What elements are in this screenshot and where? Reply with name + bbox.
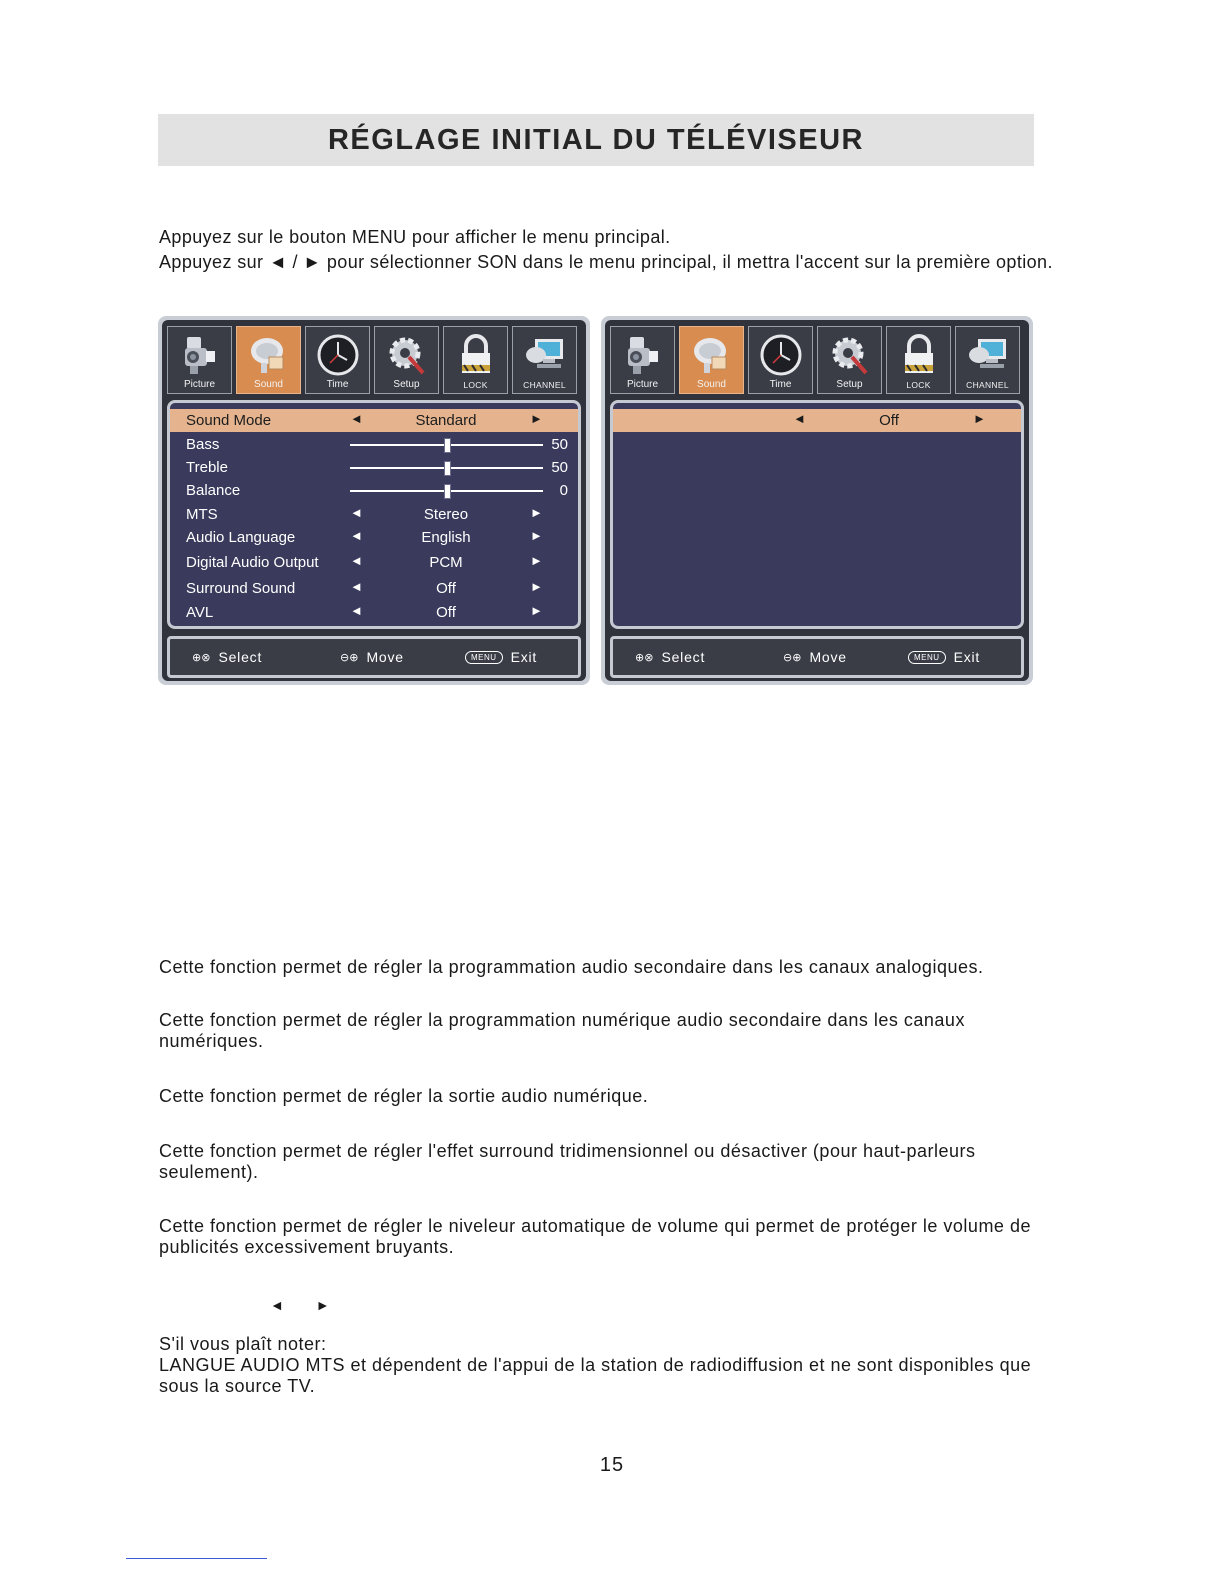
menu-row-audio-language[interactable] <box>170 526 578 549</box>
left-right-icon: ⊖⊕ <box>340 651 359 664</box>
row-value: 0 <box>559 482 568 499</box>
tab-picture[interactable] <box>167 326 232 394</box>
arrow-right-icon[interactable]: ► <box>530 528 543 543</box>
tab-label: LOCK <box>906 380 931 390</box>
up-down-icon: ⊕⊗ <box>635 651 654 664</box>
tab-setup[interactable] <box>374 326 439 394</box>
tab-sound[interactable] <box>679 326 744 394</box>
tab-setup[interactable] <box>817 326 882 394</box>
arrow-right-icon[interactable]: ► <box>530 553 543 568</box>
intro-line-2: Appuyez sur ◄ / ► pour sélectionner SON dans le menu principal, il mettra l'accent sur la première option. <box>159 252 1053 272</box>
page-number: 15 <box>599 1454 625 1476</box>
menu-tabs <box>167 326 577 394</box>
footer-move <box>340 649 404 665</box>
sound-submenu-list <box>610 400 1024 629</box>
description-mts: Cette fonction permet de régler la programmation audio secondaire dans les canaux analogiques. <box>159 957 984 977</box>
arrow-left-icon[interactable]: ◄ <box>350 579 363 594</box>
arrow-left-icon[interactable]: ◄ <box>350 528 363 543</box>
menu-key-icon: MENU <box>908 651 946 664</box>
row-value: Standard <box>415 412 477 429</box>
menu-row-avl[interactable] <box>170 601 578 624</box>
tab-label: Setup <box>393 379 420 390</box>
page-title: RÉGLAGE INITIAL DU TÉLÉVISEUR <box>327 123 864 156</box>
arrow-left-icon[interactable]: ◄ <box>350 505 363 520</box>
row-label: Surround Sound <box>186 580 296 597</box>
lock-icon <box>454 333 498 377</box>
row-value: PCM <box>429 554 463 571</box>
footnote-rule <box>126 1558 267 1559</box>
row-value: 50 <box>551 459 568 476</box>
tab-time[interactable] <box>748 326 813 394</box>
camera-icon <box>621 333 665 377</box>
tab-label: Time <box>769 379 792 390</box>
footer-select-label: Select <box>661 649 706 665</box>
tab-label: Setup <box>836 379 863 390</box>
row-value: Off <box>436 580 456 597</box>
row-value: Off <box>436 604 456 621</box>
tv-frame <box>605 320 1029 681</box>
menu-footer <box>610 636 1024 678</box>
title-bar <box>158 114 1034 166</box>
arrow-right-icon[interactable]: ► <box>530 579 543 594</box>
arrow-left-icon[interactable]: ◄ <box>350 411 363 426</box>
footer-exit-label: Exit <box>953 649 981 665</box>
tab-label: LOCK <box>463 380 488 390</box>
gear-icon <box>828 333 872 377</box>
arrow-left-icon[interactable]: ◄ <box>350 603 363 618</box>
tab-label: Sound <box>254 379 283 390</box>
arrow-right-icon[interactable]: ► <box>973 411 986 426</box>
menu-tabs <box>610 326 1020 394</box>
menu-footer <box>167 636 581 678</box>
row-value: Off <box>879 412 899 429</box>
treble-slider-thumb[interactable] <box>444 461 451 476</box>
tab-picture[interactable] <box>610 326 675 394</box>
menu-row-surround-sound[interactable] <box>170 577 578 600</box>
description-audio-language: Cette fonction permet de régler la programmation numérique audio secondaire dans les canaux numériques. <box>159 1010 965 1051</box>
balance-slider-thumb[interactable] <box>444 484 451 499</box>
row-label: MTS <box>186 506 218 523</box>
left-right-icon: ⊖⊕ <box>783 651 802 664</box>
footer-select-label: Select <box>218 649 263 665</box>
arrow-right-icon[interactable]: ► <box>530 505 543 520</box>
row-label: Sound Mode <box>186 412 272 429</box>
menu-row-digital-audio-output[interactable] <box>170 551 578 574</box>
arrow-right-icon[interactable]: ► <box>530 603 543 618</box>
tab-label: Picture <box>626 379 659 390</box>
row-label: Balance <box>186 482 241 499</box>
footer-move <box>783 649 847 665</box>
gear-icon <box>385 333 429 377</box>
footer-exit <box>908 649 980 665</box>
footer-move-label: Move <box>809 649 847 665</box>
footer-exit <box>465 649 537 665</box>
tv-menu-screen-right <box>601 316 1033 685</box>
intro <box>159 227 1059 277</box>
menu-row-selected-option[interactable] <box>613 409 1021 432</box>
tab-sound[interactable] <box>236 326 301 394</box>
row-label: AVL <box>186 604 214 621</box>
menu-row-sound-mode[interactable] <box>170 409 578 432</box>
note <box>159 1334 1059 1397</box>
menu-key-icon: MENU <box>465 651 503 664</box>
camera-icon <box>178 333 222 377</box>
up-down-icon: ⊕⊗ <box>192 651 211 664</box>
tab-lock[interactable] <box>886 326 951 394</box>
note-heading: S'il vous plaît noter: <box>159 1334 327 1354</box>
description-avl: Cette fonction permet de régler le niveleur automatique de volume qui permet de protéger le volume de publicités excessivement bruyants. <box>159 1216 1031 1257</box>
clock-icon <box>316 333 360 377</box>
sound-menu-list <box>167 400 581 629</box>
footer-move-label: Move <box>366 649 404 665</box>
intro-line-1: Appuyez sur le bouton MENU pour afficher le menu principal. <box>159 227 671 247</box>
tab-lock[interactable] <box>443 326 508 394</box>
footer-select <box>635 649 705 665</box>
row-label: Treble <box>186 459 228 476</box>
tab-channel[interactable] <box>512 326 577 394</box>
menu-row-mts[interactable] <box>170 503 578 526</box>
clock-icon <box>759 333 803 377</box>
monitor-icon <box>523 333 567 377</box>
description-surround-sound: Cette fonction permet de régler l'effet surround tridimensionnel ou désactiver (pour haut-parleurs seulement). <box>159 1141 976 1182</box>
monitor-icon <box>966 333 1010 377</box>
satellite-dish-icon <box>247 333 291 377</box>
tv-frame <box>162 320 586 681</box>
description-digital-audio-output: Cette fonction permet de régler la sortie audio numérique. <box>159 1086 649 1106</box>
tab-label: CHANNEL <box>966 380 1009 390</box>
tab-label: CHANNEL <box>523 380 566 390</box>
footer-select <box>192 649 262 665</box>
row-label: Audio Language <box>186 529 296 546</box>
tv-menu-screen-left <box>158 316 590 685</box>
arrow-left-icon[interactable]: ◄ <box>793 411 806 426</box>
row-value: Stereo <box>423 506 469 523</box>
tab-label: Sound <box>697 379 726 390</box>
menu-row-treble[interactable] <box>170 456 578 479</box>
arrow-left-icon[interactable]: ◄ <box>350 553 363 568</box>
row-label: Digital Audio Output <box>186 554 319 571</box>
tab-channel[interactable] <box>955 326 1020 394</box>
tab-label: Time <box>326 379 349 390</box>
satellite-dish-icon <box>690 333 734 377</box>
row-value: 50 <box>551 436 568 453</box>
lock-icon <box>897 333 941 377</box>
bass-slider-thumb[interactable] <box>444 438 451 453</box>
row-value: English <box>421 529 471 546</box>
footer-exit-label: Exit <box>510 649 538 665</box>
left-right-arrows: ◄ ► <box>270 1297 344 1313</box>
note-text: LANGUE AUDIO MTS et dépendent de l'appui de la station de radiodiffusion et ne sont disponibles que sous la source TV. <box>159 1355 1032 1396</box>
tab-time[interactable] <box>305 326 370 394</box>
row-label: Bass <box>186 436 220 453</box>
tab-label: Picture <box>183 379 216 390</box>
menu-row-balance[interactable] <box>170 479 578 502</box>
arrow-right-icon[interactable]: ► <box>530 411 543 426</box>
menu-row-bass[interactable] <box>170 433 578 456</box>
